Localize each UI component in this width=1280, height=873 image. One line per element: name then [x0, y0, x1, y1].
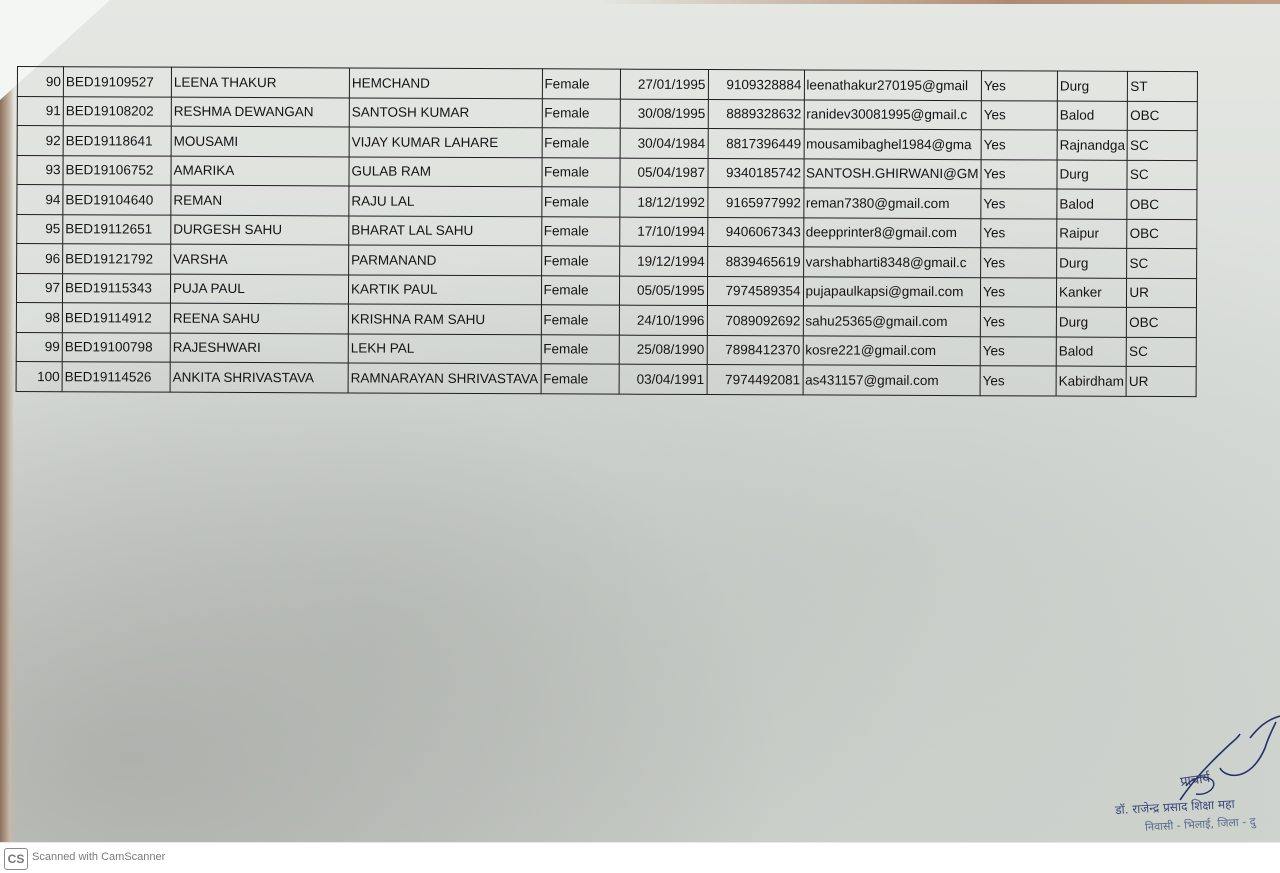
mobile-number-cell: 8839465619 [707, 247, 803, 277]
gender-cell: Female [541, 216, 619, 246]
date-of-birth-cell: 17/10/1994 [619, 217, 707, 247]
father-name-cell: KARTIK PAUL [348, 274, 541, 304]
serial-number-cell: 90 [17, 67, 63, 97]
district-cell: Raipur [1057, 219, 1127, 249]
email-cell: varshabharti8348@gmail.c [803, 247, 981, 277]
student-name-cell: RAJESHWARI [170, 333, 348, 363]
student-name-cell: LEENA THAKUR [171, 67, 349, 97]
student-name-cell: REENA SAHU [170, 303, 348, 333]
table-row [16, 361, 1196, 396]
status-cell: Yes [981, 248, 1057, 278]
mobile-number-cell: 7089092692 [707, 306, 803, 336]
gender-cell: Female [541, 275, 619, 305]
gender-cell: Female [542, 98, 620, 128]
father-name-cell: HEMCHAND [349, 68, 542, 98]
student-list-table [16, 66, 1199, 397]
roll-number-cell: BED19100798 [62, 332, 170, 362]
student-name-cell: REMAN [171, 185, 349, 215]
date-of-birth-cell: 24/10/1996 [619, 305, 707, 335]
mobile-number-cell: 9406067343 [707, 217, 803, 247]
district-cell: Kabirdham [1056, 366, 1126, 396]
serial-number-cell: 99 [16, 332, 62, 362]
email-cell: kosre221@gmail.com [803, 335, 981, 365]
stamp-address: निवासी - भिलाई, जिला - दु [1144, 815, 1256, 834]
district-cell: Rajnandga [1057, 130, 1127, 160]
status-cell: Yes [981, 130, 1057, 160]
serial-number-cell: 98 [16, 302, 62, 332]
student-name-cell: VARSHA [171, 244, 349, 274]
gender-cell: Female [541, 246, 619, 276]
email-cell: pujapaulkapsi@gmail.com [803, 276, 981, 306]
father-name-cell: RAMNARAYAN SHRIVASTAVA [348, 363, 541, 393]
district-cell: Durg [1057, 71, 1127, 101]
father-name-cell: KRISHNA RAM SAHU [348, 304, 541, 334]
email-cell: SANTOSH.GHIRWANI@GM [804, 158, 982, 188]
father-name-cell: LEKH PAL [348, 333, 541, 363]
email-cell: sahu25365@gmail.com [803, 306, 981, 336]
email-cell: as431157@gmail.com [803, 365, 981, 395]
serial-number-cell: 93 [17, 155, 63, 185]
date-of-birth-cell: 19/12/1994 [619, 246, 707, 276]
student-name-cell: MOUSAMI [171, 126, 349, 156]
category-cell: OBC [1127, 219, 1197, 249]
stamp-institution: डॉ. राजेन्द्र प्रसाद शिक्षा महा [1114, 796, 1235, 818]
date-of-birth-cell: 03/04/1991 [619, 364, 707, 394]
camscanner-logo-icon: CS [4, 848, 28, 870]
status-cell: Yes [981, 218, 1057, 248]
status-cell: Yes [981, 100, 1057, 130]
category-cell: UR [1127, 278, 1197, 308]
category-cell: SC [1127, 130, 1197, 160]
roll-number-cell: BED19115343 [62, 273, 170, 303]
district-cell: Kanker [1056, 278, 1126, 308]
email-cell: leenathakur270195@gmail [804, 70, 982, 100]
serial-number-cell: 94 [17, 185, 63, 215]
category-cell: SC [1127, 160, 1197, 190]
status-cell: Yes [981, 71, 1057, 101]
date-of-birth-cell: 05/04/1987 [620, 158, 708, 188]
date-of-birth-cell: 30/04/1984 [620, 128, 708, 158]
district-cell: Durg [1057, 160, 1127, 190]
camscanner-footer [0, 842, 1280, 873]
mobile-number-cell: 8889328632 [708, 99, 804, 129]
page-left-edge [0, 0, 14, 842]
mobile-number-cell: 7974589354 [707, 276, 803, 306]
student-name-cell: ANKITA SHRIVASTAVA [170, 362, 348, 392]
district-cell: Durg [1057, 248, 1127, 278]
status-cell: Yes [980, 336, 1056, 366]
serial-number-cell: 92 [17, 126, 63, 156]
status-cell: Yes [981, 159, 1057, 189]
category-cell: UR [1126, 366, 1196, 396]
mobile-number-cell: 7974492081 [707, 365, 803, 395]
father-name-cell: BHARAT LAL SAHU [349, 215, 542, 245]
serial-number-cell: 96 [17, 244, 63, 274]
father-name-cell: SANTOSH KUMAR [349, 97, 542, 127]
father-name-cell: VIJAY KUMAR LAHARE [349, 127, 542, 157]
roll-number-cell: BED19114912 [62, 303, 170, 333]
status-cell: Yes [980, 366, 1056, 396]
roll-number-cell: BED19104640 [63, 185, 171, 215]
gender-cell: Female [541, 305, 619, 335]
roll-number-cell: BED19112651 [63, 214, 171, 244]
father-name-cell: RAJU LAL [349, 186, 542, 216]
stamp-title: प्राचार्य [1179, 770, 1212, 790]
date-of-birth-cell: 25/08/1990 [619, 335, 707, 365]
email-cell: deepprinter8@gmail.com [803, 217, 981, 247]
gender-cell: Female [542, 157, 620, 187]
gender-cell: Female [542, 69, 620, 99]
gender-cell: Female [542, 128, 620, 158]
gender-cell: Female [541, 364, 619, 394]
date-of-birth-cell: 27/01/1995 [620, 69, 708, 99]
category-cell: OBC [1127, 189, 1197, 219]
student-name-cell: DURGESH SAHU [171, 215, 349, 245]
mobile-number-cell: 9165977992 [707, 188, 803, 218]
category-cell: ST [1128, 71, 1198, 101]
gender-cell: Female [541, 187, 619, 217]
email-cell: ranidev30081995@gmail.c [804, 99, 982, 129]
status-cell: Yes [980, 277, 1056, 307]
gender-cell: Female [541, 334, 619, 364]
student-name-cell: AMARIKA [171, 156, 349, 186]
student-name-cell: PUJA PAUL [170, 274, 348, 304]
category-cell: OBC [1127, 307, 1197, 337]
roll-number-cell: BED19109527 [63, 67, 171, 97]
mobile-number-cell: 9109328884 [708, 70, 804, 100]
district-cell: Balod [1057, 189, 1127, 219]
table-body [16, 67, 1198, 397]
roll-number-cell: BED19106752 [63, 155, 171, 185]
email-cell: reman7380@gmail.com [803, 188, 981, 218]
district-cell: Durg [1056, 307, 1126, 337]
status-cell: Yes [980, 307, 1056, 337]
date-of-birth-cell: 18/12/1992 [619, 187, 707, 217]
date-of-birth-cell: 05/05/1995 [619, 276, 707, 306]
mobile-number-cell: 8817396449 [708, 129, 804, 159]
district-cell: Balod [1056, 337, 1126, 367]
serial-number-cell: 97 [16, 273, 62, 303]
serial-number-cell: 91 [17, 96, 63, 126]
district-cell: Balod [1057, 101, 1127, 131]
serial-number-cell: 95 [17, 214, 63, 244]
page-top-edge [600, 0, 1280, 4]
roll-number-cell: BED19114526 [62, 362, 170, 392]
roll-number-cell: BED19121792 [63, 244, 171, 274]
roll-number-cell: BED19108202 [63, 96, 171, 126]
mobile-number-cell: 9340185742 [708, 158, 804, 188]
date-of-birth-cell: 30/08/1995 [620, 99, 708, 129]
category-cell: SC [1127, 248, 1197, 278]
email-cell: mousamibaghel1984@gma [804, 129, 982, 159]
serial-number-cell: 100 [16, 361, 62, 391]
camscanner-watermark: Scanned with CamScanner [32, 851, 166, 863]
father-name-cell: GULAB RAM [349, 156, 542, 186]
student-name-cell: RESHMA DEWANGAN [171, 97, 349, 127]
mobile-number-cell: 7898412370 [707, 335, 803, 365]
category-cell: SC [1127, 337, 1197, 367]
category-cell: OBC [1128, 101, 1198, 131]
roll-number-cell: BED19118641 [63, 126, 171, 156]
father-name-cell: PARMANAND [349, 245, 542, 275]
status-cell: Yes [981, 189, 1057, 219]
